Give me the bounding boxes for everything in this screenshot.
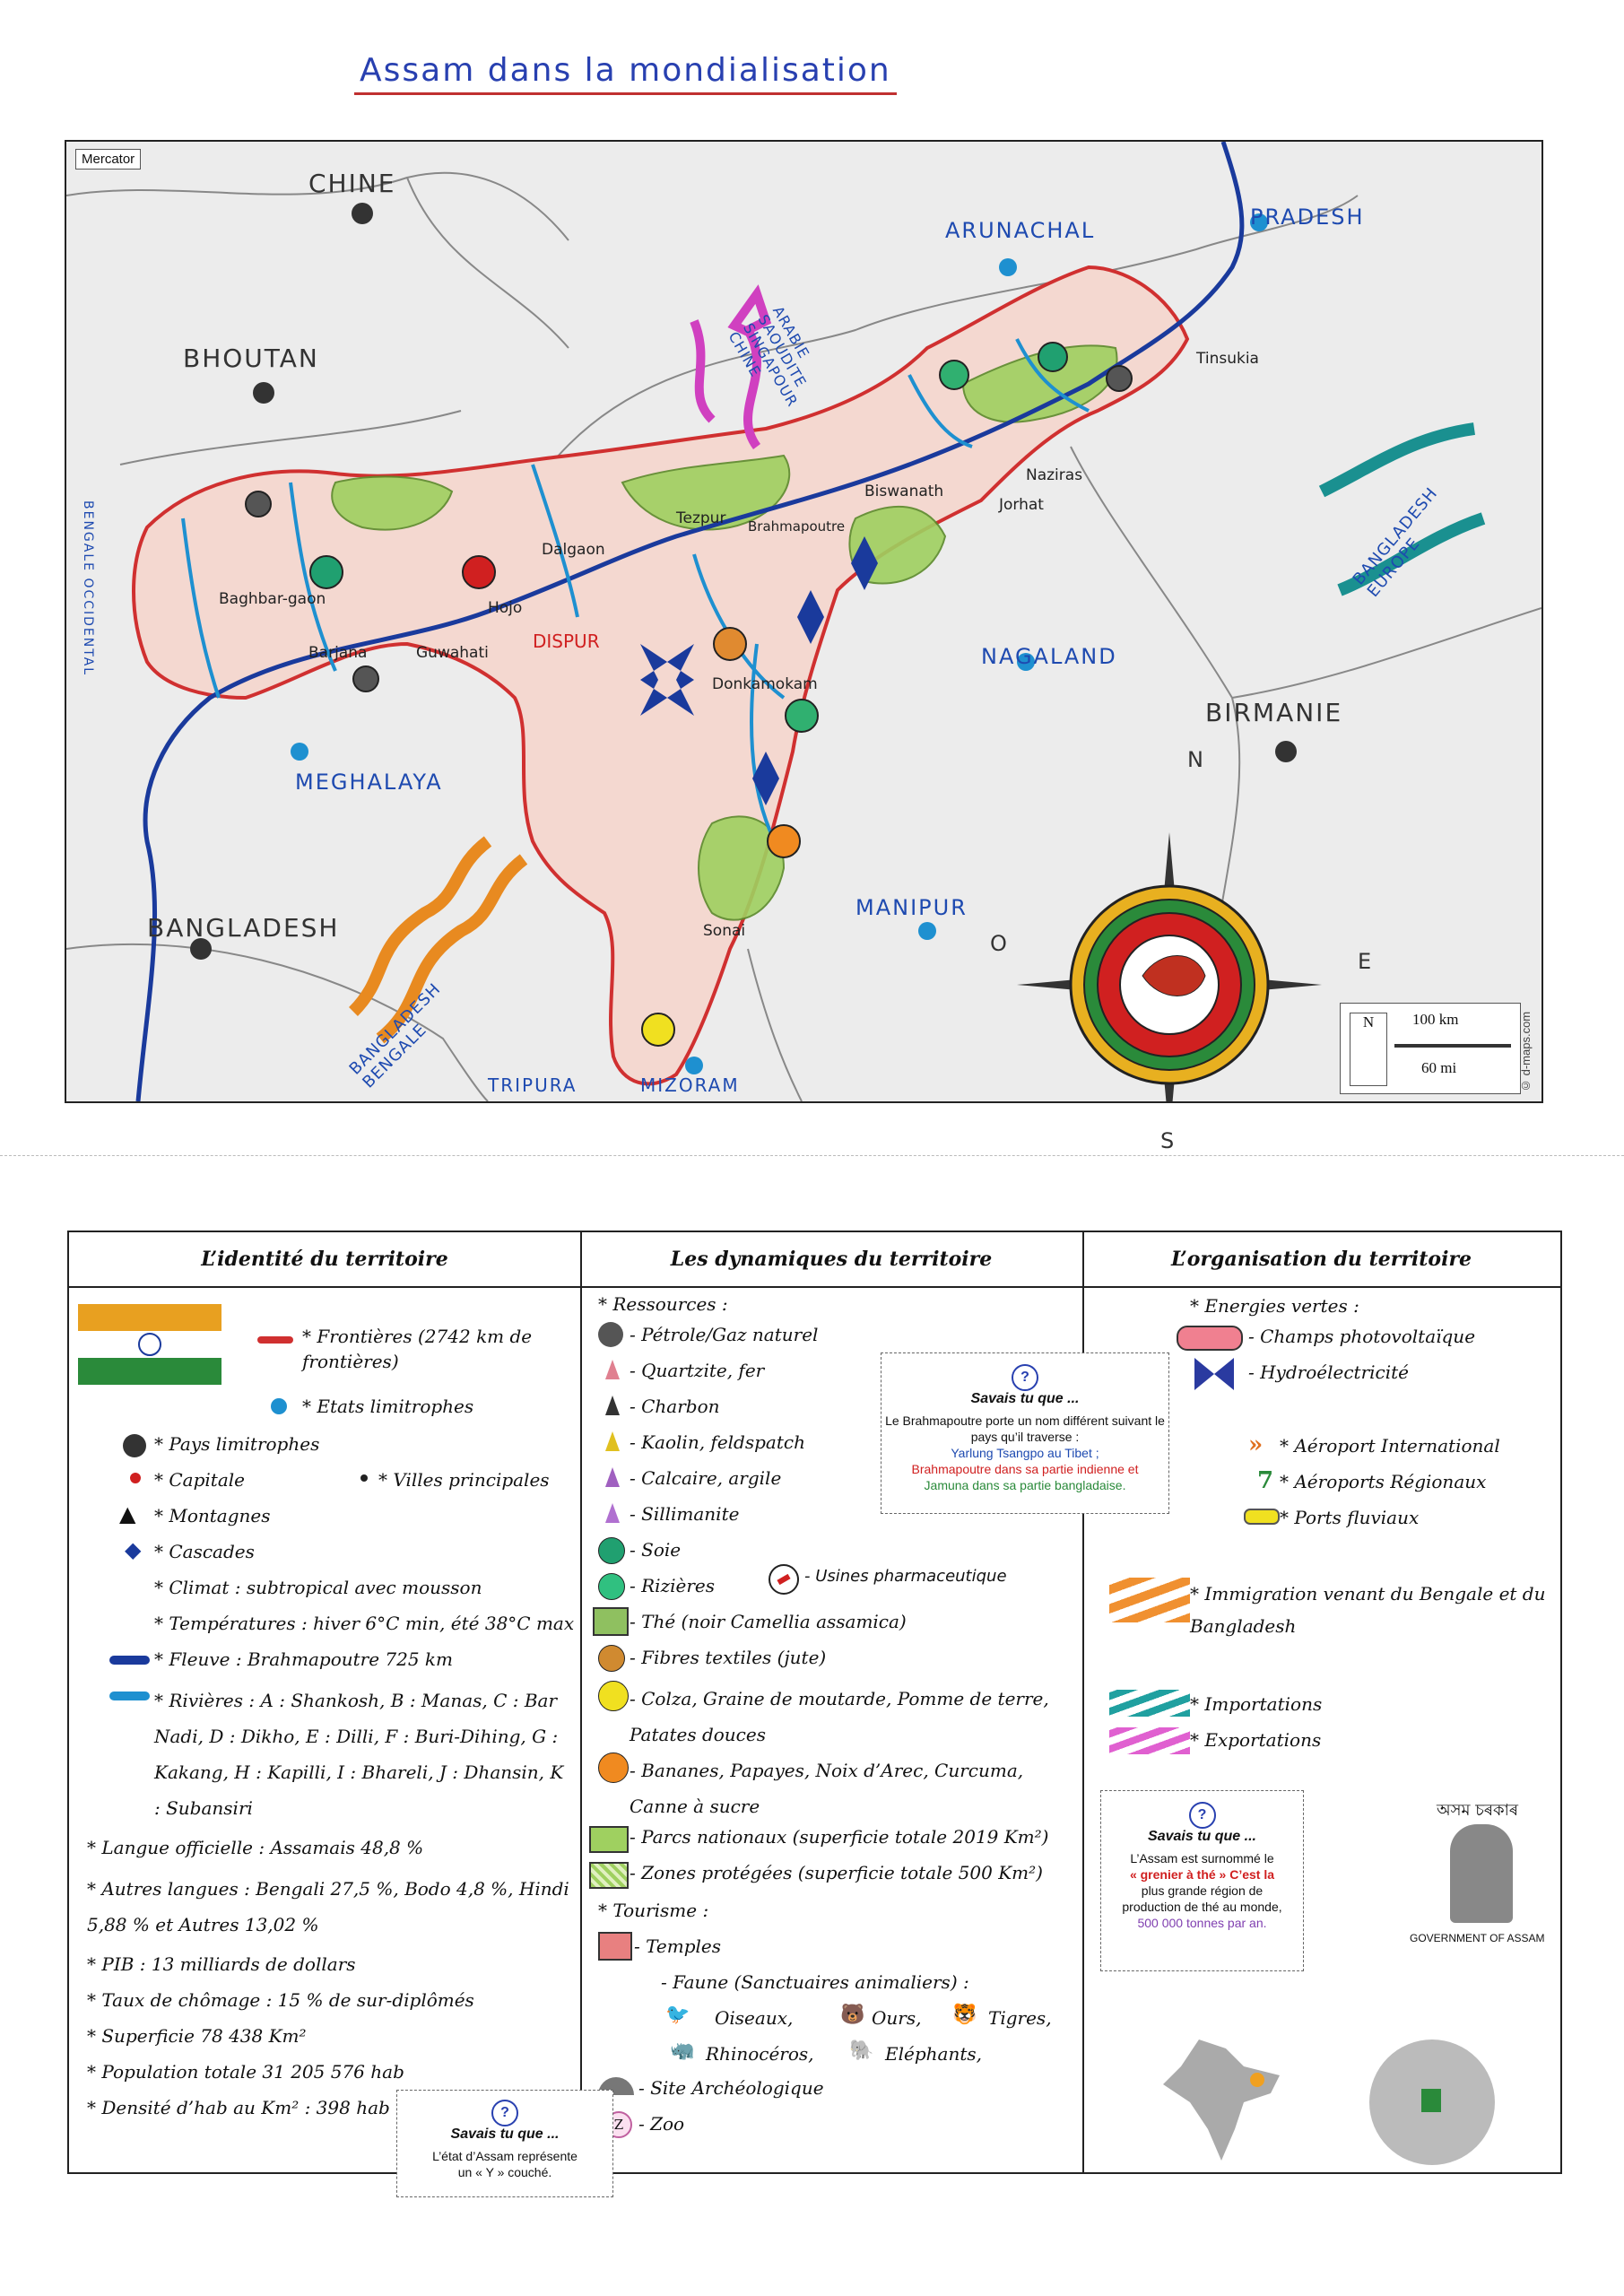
flow-item: * Exportations [1190,1729,1322,1751]
fact-box-y-shape [396,2090,613,2197]
silk-symbol [1038,343,1067,371]
banana-symbol [768,825,800,857]
fact-title: Savais tu que ... [970,1391,1080,1406]
compass-west: O [990,931,1007,956]
river-label: Brahmapoutre [748,518,846,535]
tourism-label: * Tourisme : [598,1900,709,1921]
india-flag-icon [78,1304,221,1385]
tourism-item: - Site Archéologique [638,2077,824,2099]
country-marker [1275,741,1297,762]
scale-bar [1340,1003,1521,1094]
import-label: BANGLADESH EUROPE [1349,483,1442,601]
india-map-icon [1145,2031,1298,2165]
state-label-nagaland: NAGALAND [981,644,1117,669]
airport-regional-icon: 7 [1257,1467,1274,1494]
legend-item: * Densité d’hab au Km² : 398 hab [87,2097,390,2118]
oil-icon [598,1322,623,1347]
legend-identity [69,1232,582,2172]
city-label: Dalgaon [542,541,605,559]
city-label: Barjana [308,644,368,662]
compass-north: N [1187,747,1203,772]
emblem-script: অসম চৰকাৰ [1437,1801,1518,1820]
legend-item: * Population totale 31 205 576 hab [87,2061,404,2083]
fact-line: un « Y » couché. [457,2165,552,2179]
question-icon: ? [491,2100,518,2126]
legend-item: * Fleuve : Brahmapoutre 725 km [154,1648,454,1670]
jute-icon [598,1645,625,1672]
border-line [120,411,461,465]
resource-item: - Parcs nationaux (superficie totale 2019 Km²) [630,1826,1049,1848]
kaolin-icon [605,1431,620,1451]
country-label-burma: BIRMANIE [1205,698,1343,727]
resource-item: - Pétrole/Gaz naturel [630,1324,819,1345]
state-label-tripura: TRIPURA [488,1074,578,1096]
map-panel [65,140,1543,1153]
legend-item: * Superficie 78 438 Km² [87,2025,307,2047]
export-icon [1109,1727,1190,1754]
map-canvas [66,142,1541,1101]
state-label-meghalaya: MEGHALAYA [295,770,443,795]
legend-item: * Climat : subtropical avec mousson [154,1577,482,1598]
bird-icon: 🐦 [665,2004,690,2026]
rice-icon [598,1573,625,1600]
resource-item: - Fibres textiles (jute) [630,1647,827,1668]
fact-box-tea [1100,1790,1304,1971]
legend-header: Les dynamiques du territoire [580,1232,1082,1288]
bear-icon: 🐻 [840,2004,865,2026]
border-line [407,178,569,348]
legend-header: L’identité du territoire [69,1232,580,1288]
energy-item: - Champs photovoltaïque [1248,1326,1476,1347]
legend-item: * Rivières : A : Shankosh, B : Manas, C : Bar Nadi, D : Dikho, E : Dilli, F : Buri-Dihing, G : Kakang, H : Kapilli, I : Bhareli, J : Dhansin, K : Subansiri [154,1690,564,1819]
border-line [748,949,802,1101]
city-label: Naziras [1026,466,1083,484]
resource-item: - Quartzite, fer [630,1360,765,1381]
fauna-item: Rhinocéros, [706,2043,814,2065]
fact-title: Savais tu que ... [450,2126,560,2142]
fauna-item: Eléphants, [885,2043,982,2065]
resource-item: - Colza, Graine de moutarde, Pomme de terre, Patates douces [630,1688,1049,1745]
silk-symbol [310,556,343,588]
transport-item: * Aéroport International [1280,1435,1500,1457]
fact-title: Savais tu que ... [1148,1829,1256,1844]
state-marker [918,922,936,940]
temple-icon [598,1932,632,1961]
country-marker [253,382,274,404]
resources-label: * Ressources : [598,1293,728,1315]
fact-line: production de thé au monde, [1122,1900,1282,1914]
legend-item: * Langue officielle : Assamais 48,8 % [87,1837,424,1858]
question-icon: ? [1189,1802,1216,1829]
fauna-item: Ours, [872,2007,922,2029]
resource-item: - Thé (noir Camellia assamica) [630,1611,907,1632]
river-port-icon [1244,1509,1280,1525]
fact-line: Brahmapoutre dans sa partie indienne et [911,1462,1139,1476]
rice-symbol [786,700,818,732]
fact-line: Yarlung Tsangpo au Tibet ; [951,1446,1099,1460]
rice-symbol [940,361,968,389]
legend-item: * Pays limitrophes [154,1433,320,1455]
solar-icon [1177,1326,1243,1351]
compass-east: E [1358,949,1372,974]
city-label: Baghbar-gaon [219,590,326,608]
resource-item: - Bananes, Papayes, Noix d’Arec, Curcuma, Canne à sucre [630,1760,1024,1817]
colza-symbol [642,1013,674,1046]
state-dot-icon [271,1398,287,1414]
north-arrow: N [1350,1013,1387,1086]
legend-item: * PIB : 13 milliards de dollars [87,1953,356,1975]
export-arrow [694,321,712,420]
tourism-item: - Temples [634,1935,722,1957]
hydro-icon [1194,1358,1234,1390]
fact-line: Jamuna dans sa partie bangladaise. [924,1478,1126,1492]
import-arrow [1322,429,1474,491]
state-marker [999,258,1017,276]
legend-item: * Autres langues : Bengali 27,5 %, Bodo 4,8 %, Hindi 5,88 % et Autres 13,02 % [87,1878,569,1935]
elephant-icon: 🐘 [849,2039,874,2062]
scale-rule [1394,1044,1511,1048]
city-label: Hojo [488,599,523,617]
legend-table [67,1231,1562,2179]
state-label-mizoram: MIZORAM [640,1074,740,1096]
city-label: Donkamokam [712,675,818,693]
country-marker [352,203,373,224]
oil-symbol [246,491,271,517]
resource-item: - Sillimanite [630,1503,740,1525]
banana-icon [598,1752,629,1783]
quartzite-icon [605,1360,620,1379]
flow-item: * Immigration venant du Bengale et du Bangladesh [1190,1583,1546,1637]
scale-km: 100 km [1412,1011,1459,1028]
tourism-item: - Faune (Sanctuaires animaliers) : [661,1971,969,1993]
legend-item: * Taux de chômage : 15 % de sur-diplômés [87,1989,474,2011]
zoo-icon: Z [605,2111,632,2138]
country-label-china: CHINE [308,169,396,198]
silk-icon [598,1537,625,1564]
resource-item: - Soie [630,1539,682,1561]
legend-item: * Etats limitrophes [302,1396,474,1417]
resource-item: - Calcaire, argile [630,1467,782,1489]
airport-international-icon: » [1248,1431,1264,1458]
resource-item: - Zones protégées (superficie totale 500 Km²) [630,1862,1043,1883]
pharma-symbol [463,556,495,588]
jute-symbol [714,628,746,660]
city-label: Biswanath [864,483,944,500]
fact-line: 500 000 tonnes par an. [1137,1916,1267,1930]
legend-item: * Capitale [154,1469,245,1491]
pharma-icon [769,1564,799,1595]
fleuve-icon [109,1656,150,1665]
fact-line: plus grande région de [1141,1883,1264,1898]
legend-item: * Montagnes [154,1505,271,1526]
city-label: Sonai [703,922,746,940]
question-icon: ? [1012,1364,1038,1391]
fact-line: L’état d’Assam représente [432,2149,578,2163]
country-dot-icon [123,1434,146,1457]
rhino-icon: 🦏 [670,2039,695,2062]
state-marker [291,743,308,761]
state-marker [685,1057,703,1074]
capital-icon [130,1473,141,1483]
import-icon [1109,1690,1190,1717]
resource-item: - Rizières [630,1575,715,1596]
coal-icon [605,1396,620,1415]
page-divider [0,1155,1624,1156]
border-icon [257,1336,293,1344]
legend-item: * Frontières (2742 km de frontières) [302,1326,533,1372]
state-label-arunachal: ARUNACHAL [945,218,1096,243]
immigration-icon [1109,1578,1190,1622]
country-label-bangladesh: BANGLADESH [147,913,340,943]
capital-label: DISPUR [533,631,600,652]
fauna-item: Tigres, [988,2007,1052,2029]
emblem-icon [1450,1824,1513,1923]
park-icon [589,1826,629,1853]
tea-icon [593,1607,629,1636]
mountain-icon: ▲ [119,1501,136,1526]
country-label-bhutan: BHOUTAN [183,344,319,373]
credit-label: © d-maps.com [1519,1011,1533,1092]
tourism-item: - Zoo [638,2113,685,2135]
fact-box-brahmaputra [881,1352,1169,1514]
state-label-manipur: MANIPUR [855,895,968,920]
energy-item: - Hydroélectricité [1248,1361,1409,1383]
legend-item: * Cascades [154,1541,255,1562]
energy-label: * Energies vertes : [1190,1295,1359,1317]
export-label: ARABIE SAOUDITE SINGAPOUR CHINE [725,303,813,410]
transport-item: * Ports fluviaux [1280,1507,1420,1528]
border-line [1232,608,1541,698]
legend-item: * Villes principales [378,1469,550,1491]
oil-symbol [353,666,378,691]
limestone-icon [605,1467,620,1487]
fact-line: « grenier à thé » C’est la [1129,1867,1275,1882]
globe-icon [1369,2039,1495,2165]
scale-mi: 60 mi [1421,1059,1457,1076]
projection-label: Mercator [75,149,141,170]
resource-item: - Charbon [630,1396,720,1417]
flow-item: * Importations [1190,1693,1323,1715]
pharma-label: - Usines pharmaceutique [804,1567,1007,1586]
river-icon [109,1692,150,1700]
city-label: Jorhat [999,496,1044,514]
resource-item: - Kaolin, feldspatch [630,1431,805,1453]
legend-header: L’organisation du territoire [1082,1232,1560,1288]
emblem-caption: GOVERNMENT OF ASSAM [1410,1932,1545,1944]
oil-symbol [1107,366,1132,391]
compass-south: S [1160,1128,1175,1153]
city-label: Tinsukia [1196,350,1259,368]
fact-line: L’Assam est surnommé le [1130,1851,1274,1866]
page-title: Assam dans la mondialisation [354,52,897,95]
city-label: Guwahati [416,644,489,662]
waterfall-icon: ◆ [125,1537,142,1562]
state-label-pradesh: PRADESH [1250,204,1365,230]
fact-line: Le Brahmapoutre porte un nom différent suivant le pays qu’il traverse : [885,1413,1165,1444]
sillimanite-icon [605,1503,620,1523]
city-icon [360,1474,368,1482]
immigration-label: BANGLADESH BENGALE [345,979,445,1092]
fauna-item: Oiseaux, [715,2007,794,2029]
state-label-west-bengal: BENGALE OCCIDENTAL [81,500,95,677]
legend-item: * Températures : hiver 6°C min, été 38°C max [154,1613,575,1634]
colza-icon [598,1681,629,1711]
compass-rose [1017,832,1322,1101]
transport-item: * Aéroports Régionaux [1280,1471,1487,1492]
protected-zone-icon [589,1862,629,1889]
tiger-icon: 🐯 [952,2004,977,2026]
city-label: Tezpur [676,509,726,527]
